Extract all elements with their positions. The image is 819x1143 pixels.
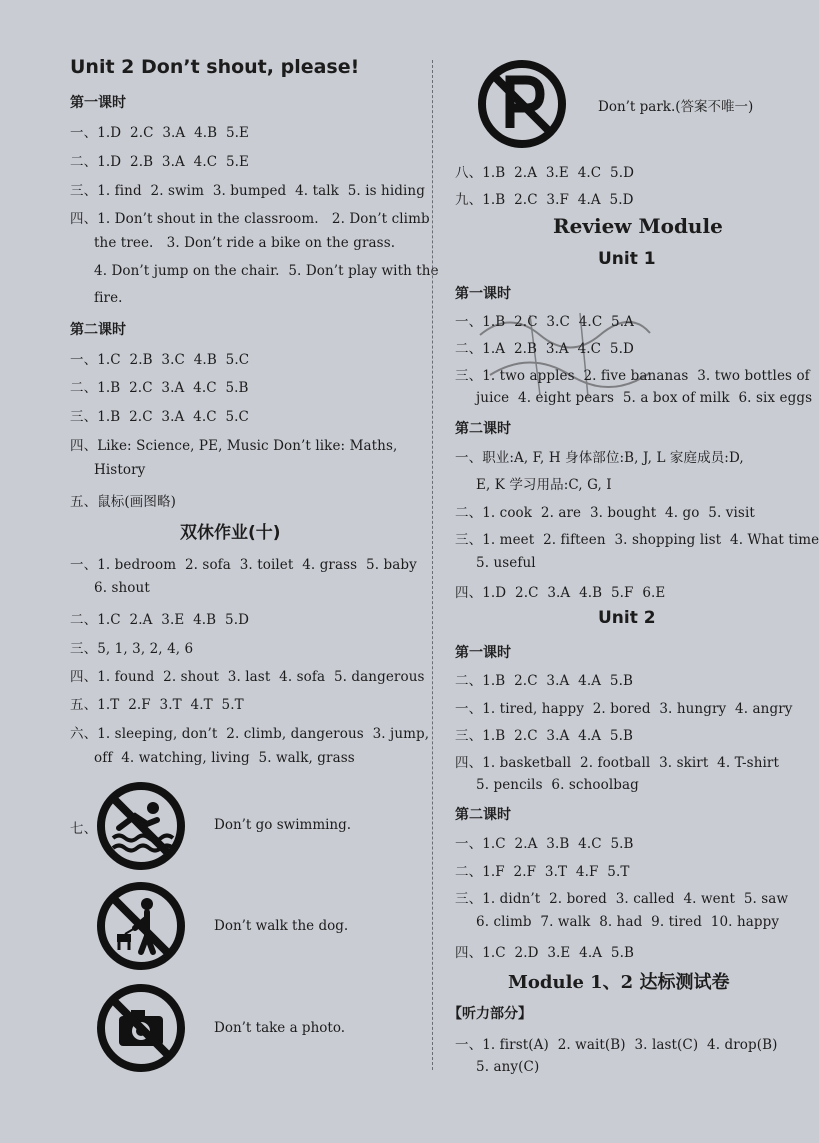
- answer-row: 二、1. cook 2. are 3. bought 4. go 5. visit: [455, 505, 755, 521]
- answer-row: 一、1.D 2.C 3.A 4.B 5.E: [70, 125, 250, 141]
- answer-row: 二、1.C 2.A 3.E 4.B 5.D: [70, 612, 250, 628]
- answer-row: 一、1.B 2.C 3.C 4.C 5.A: [455, 314, 634, 330]
- answer-row: 四、1. basketball 2. football 3. skirt 4. T-shirt: [455, 755, 779, 771]
- answer-row: 八、1.B 2.A 3.E 4.C 5.D: [455, 165, 635, 181]
- answer-row: 九、1.B 2.C 3.F 4.A 5.D: [455, 192, 634, 208]
- no-swimming-icon: [95, 780, 187, 872]
- answer-row: 6. shout: [94, 580, 150, 596]
- weekend-title: 双休作业(十): [180, 523, 281, 543]
- lesson-heading: 第二课时: [455, 807, 511, 823]
- answer-row: 四、1.D 2.C 3.A 4.B 5.F 6.E: [455, 585, 666, 601]
- answer-row: 二、1.B 2.C 3.A 4.A 5.B: [455, 673, 633, 689]
- answer-row: 三、1.B 2.C 3.A 4.C 5.C: [70, 409, 249, 425]
- lesson-heading: 第一课时: [70, 95, 126, 111]
- sign-caption: Don’t take a photo.: [214, 1020, 345, 1036]
- answer-row: off 4. watching, living 5. walk, grass: [94, 750, 355, 766]
- answer-row: History: [94, 462, 146, 478]
- answer-row: 五、1.T 2.F 3.T 4.T 5.T: [70, 697, 244, 713]
- answer-row: 二、1.B 2.C 3.A 4.C 5.B: [70, 380, 249, 396]
- lesson-heading: 第一课时: [455, 645, 511, 661]
- sign-caption: Don’t go swimming.: [214, 817, 352, 833]
- answer-row: 三、1.B 2.C 3.A 4.A 5.B: [455, 728, 633, 744]
- answer-row: 四、1. Don’t shout in the classroom. 2. Don’t climb: [70, 211, 430, 227]
- no-parking-icon: [476, 58, 568, 150]
- answer-row: 二、1.A 2.B 3.A 4.C 5.D: [455, 341, 634, 357]
- column-divider: [432, 60, 433, 1070]
- lesson-heading: 第二课时: [455, 421, 511, 437]
- lesson-heading: 第二课时: [70, 322, 126, 338]
- sign-caption: Don’t park.(答案不唯一): [598, 99, 754, 115]
- unit-title: Unit 2 Don’t shout, please!: [70, 56, 360, 78]
- answer-row: 三、5, 1, 3, 2, 4, 6: [70, 641, 194, 657]
- answer-row: 一、1. bedroom 2. sofa 3. toilet 4. grass 5. baby: [70, 557, 417, 573]
- answer-row: 五、鼠标(画图略): [70, 494, 176, 510]
- no-dogs-icon: [95, 880, 187, 972]
- watermark-scribble: [470, 305, 660, 405]
- answer-row: 二、1.D 2.B 3.A 4.C 5.E: [70, 154, 250, 170]
- answer-row: juice 4. eight pears 5. a box of milk 6. six eggs: [476, 390, 813, 406]
- answer-row: 5. any(C): [476, 1059, 540, 1075]
- answer-row: 4. Don’t jump on the chair. 5. Don’t play with the: [94, 263, 439, 279]
- sign-caption: Don’t walk the dog.: [214, 918, 349, 934]
- answer-row: fire.: [94, 290, 123, 306]
- answer-row: 一、1. first(A) 2. wait(B) 3. last(C) 4. drop(B): [455, 1037, 778, 1053]
- answer-row: 5. useful: [476, 555, 536, 571]
- answer-row: 四、Like: Science, PE, Music Don’t like: Maths,: [70, 438, 398, 454]
- answer-row: 二、1.F 2.F 3.T 4.F 5.T: [455, 864, 630, 880]
- answer-row: 四、1.C 2.D 3.E 4.A 5.B: [455, 945, 635, 961]
- answer-row: 一、1.C 2.B 3.C 4.B 5.C: [70, 352, 250, 368]
- answer-row: 一、1. tired, happy 2. bored 3. hungry 4. angry: [455, 701, 793, 717]
- answer-row: 5. pencils 6. schoolbag: [476, 777, 639, 793]
- answer-row: E, K 学习用品:C, G, I: [476, 477, 612, 493]
- listening-heading: 【听力部分】: [448, 1006, 532, 1022]
- answer-row: 一、1.C 2.A 3.B 4.C 5.B: [455, 836, 634, 852]
- answer-row: 三、1. didn’t 2. bored 3. called 4. went 5. saw: [455, 891, 789, 907]
- answer-row: 三、1. two apples 2. five bananas 3. two bottles of: [455, 368, 810, 384]
- answer-row: 六、1. sleeping, don’t 2. climb, dangerous 3. jump,: [70, 726, 430, 742]
- lesson-heading: 第一课时: [455, 286, 511, 302]
- no-photo-icon: [95, 982, 187, 1074]
- test-title: Module 1、2 达标测试卷: [508, 972, 730, 993]
- unit-heading: Unit 1: [598, 249, 656, 269]
- answer-row: 一、职业:A, F, H 身体部位:B, J, L 家庭成员:D,: [455, 450, 744, 466]
- answer-row: 三、1. find 2. swim 3. bumped 4. talk 5. is hiding: [70, 183, 425, 199]
- answer-row: the tree. 3. Don’t ride a bike on the grass.: [94, 235, 396, 251]
- unit-heading: Unit 2: [598, 608, 656, 628]
- answer-row: 6. climb 7. walk 8. had 9. tired 10. happy: [476, 914, 780, 930]
- section-title: Review Module: [553, 214, 723, 238]
- answer-row: 三、1. meet 2. fifteen 3. shopping list 4. What time: [455, 532, 819, 548]
- question-label: 七、: [70, 821, 98, 837]
- answer-row: 四、1. found 2. shout 3. last 4. sofa 5. dangerous: [70, 669, 425, 685]
